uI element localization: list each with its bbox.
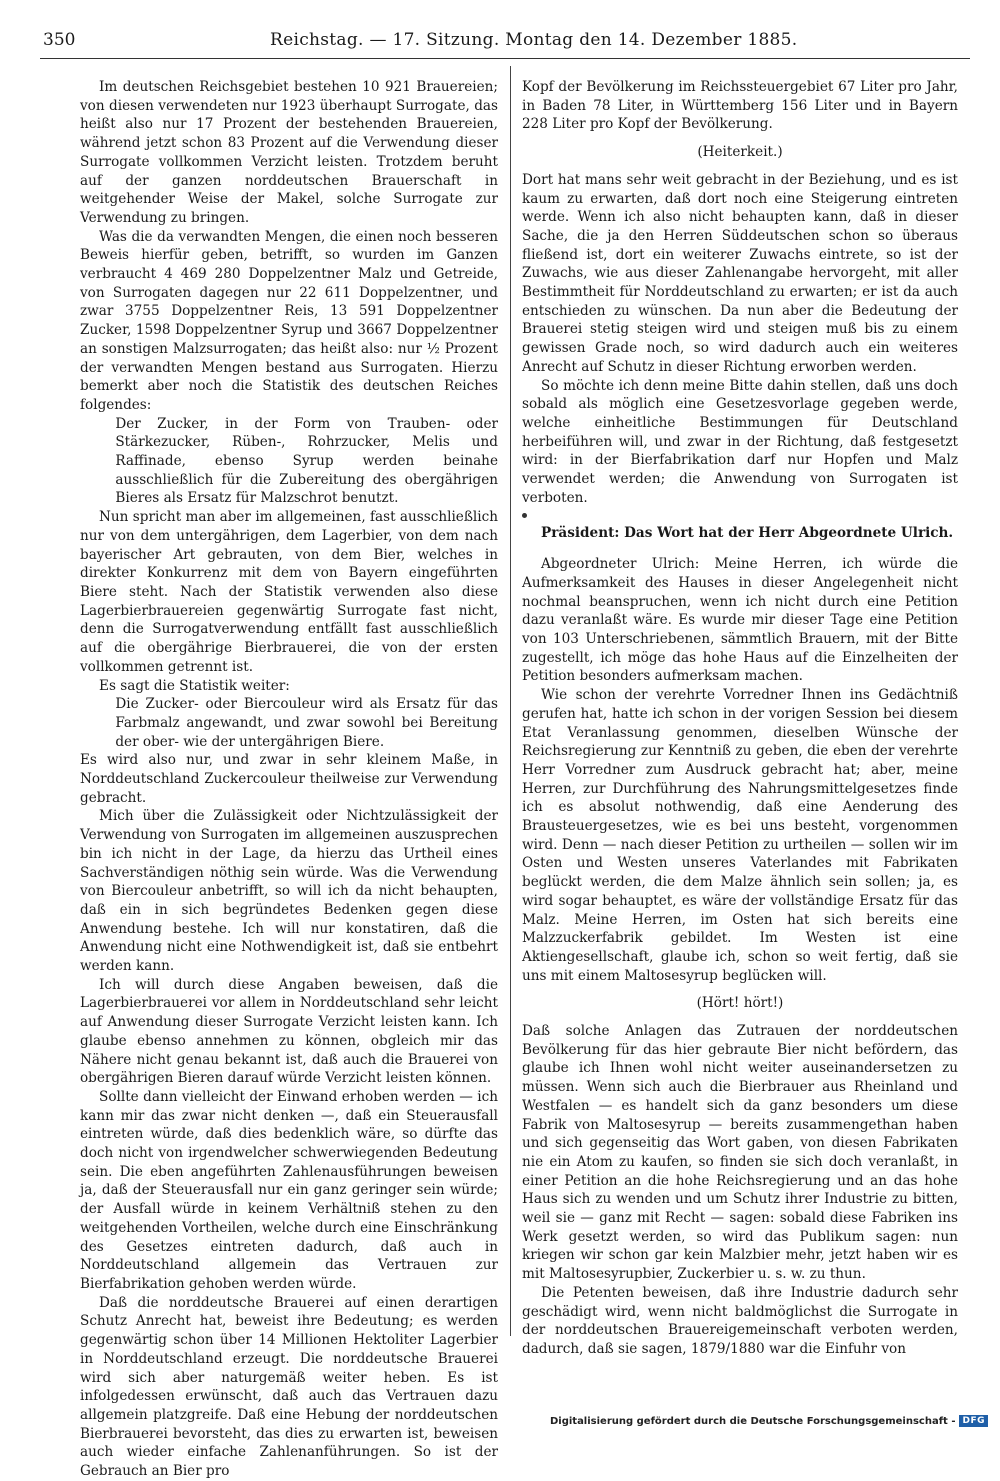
paragraph: Dort hat mans sehr weit gebracht in der Beziehung, und es ist kaum zu erwarten, daß dort noch eine Steigerung eintreten werde. Wenn ich also nicht behaupten kann, daß in dieser Sache, die ja den Herren Süddeutschen schon so überaus fließend ist, dort ein weiterer Zuwachs eintrete, so ist der Zuwachs, wie aus dieser Zahlenangabe hervorgeht, mit aller Bestimmtheit für Norddeutschland zu erwarten; er ist da auch entschieden zu wünschen. Da nun aber die Bedeutung der Brauerei stetig steigen wird und steigen muß bis zu einem gewissen Grade noch, so wird dadurch auch ein weiteres Anrecht auf Schutz in dieser Richtung erworben werden. xyxy=(522,171,958,375)
left-column xyxy=(80,78,498,1481)
paragraph: Ich will durch diese Angaben beweisen, daß die Lagerbierbrauerei vor allem in Norddeutschland sehr leicht auf Anwendung dieser Surrogate Verzicht leisten kann. Ich glaube ebenso annehmen zu können, obgleich mir das Nähere nicht genau bekannt ist, daß auch die Brauerei von obergährigen Bieren darauf würde Verzicht leisten können. xyxy=(80,976,498,1087)
paragraph: Mich über die Zulässigkeit oder Nichtzulässigkeit der Verwendung von Surrogaten im allgemeinen auszusprechen bin ich nicht in der Lage, da hierzu das Urtheil eines Sachverständigen nöthig sein würde. Was die Verwendung von Biercouleur anbetrifft, so will ich da nicht behaupten, daß ein in sich begründetes Bedenken gegen diese Anwendung bestehe. Ich will nur konstatiren, daß die Anwendung nicht eine Nothwendigkeit ist, daß sie entbehrt werden kann. xyxy=(80,808,498,975)
interjection: (Hört! hört!) xyxy=(696,995,784,1012)
quote-paragraph: Die Zucker- oder Biercouleur wird als Ersatz für das Farbmalz angewandt, und zwar sowohl bei Bereitung der ober- wie der untergährigen Biere. xyxy=(115,696,498,750)
header-rule xyxy=(40,58,970,59)
paragraph: Es sagt die Statistik weiter: xyxy=(99,677,290,694)
paragraph: Was die da verwandten Mengen, die einen noch besseren Beweis hierfür geben, betrifft, so wurden im Ganzen verbraucht 4 469 280 Doppelzentner Malz und Getreide, von Surrogaten dagegen nur 22 611 Doppelzentner, und zwar 3755 Doppelzentner Reis, 13 591 Doppelzentner Zucker, 1598 Doppelzentner Syrup und 3667 Doppelzentner an sonstigen Malzsurrogaten; das heißt also: nur ½ Prozent der verwandten Mengen bestand aus Surrogaten. Hierzu bemerkt aber noch die Statistik des deutschen Reiches folgendes: xyxy=(80,228,498,413)
paragraph: Wie schon der verehrte Vorredner Ihnen ins Gedächtniß gerufen hat, hatte ich schon in der vorigen Session bei diesem Etat Veranlassung genommen, dieselben Wünsche der Reichsregierung zur Kenntniß zu geben, die eben der verehrte Herr Vorredner zum Ausdruck gebracht hat; aber, meine Herren, zur Durchführung des Nahrungsmittelgesetzes finde ich es absolut nothwendig, daß eine Aenderung des Brausteuergesetzes, wie es bei uns besteht, vorgenommen wird. Denn — nach dieser Petition zu urtheilen — sollen wir im Osten und Westen unseres Vaterlandes mit Fabrikaten beglückt werden, die dem Malze ähnlich sein sollen; ja, es wird sogar behauptet, es wäre der vollständige Ersatz für das Malz. Meine Herren, im Osten hat sich bereits eine Malzzuckerfabrik gebildet. Im Westen ist eine Aktiengesellschaft, glaube ich, schon so weit fertig, daß sie uns mit einem Maltosesyrup beglücken will. xyxy=(522,687,958,984)
credit-text: Digitalisierung gefördert durch die Deutsche Forschungsgemeinschaft - xyxy=(549,1415,956,1427)
paragraph: So möchte ich denn meine Bitte dahin stellen, daß uns doch sobald als möglich eine Gesetzesvorlage gegeben werde, welche einheitliche Bestimmungen für Deutschland herbeiführen will, und zwar in der Richtung, daß festgesetzt wird: in der Bierfabrikation darf nur Hopfen und Malz verwendet werden; die Anwendung von Surrogaten ist verboten. xyxy=(522,377,958,506)
president-statement: Präsident: Das Wort hat der Herr Abgeordnete Ulrich. xyxy=(541,525,954,542)
paragraph: Nun spricht man aber im allgemeinen, fast ausschließlich nur von dem untergährigen, dem Lagerbier, von dem nach bayerischer Art gebrauten, von dem Bier, welches in direkter Konkurrenz mit dem von Bayern eingeführten Biere steht. Nach der Statistik verwenden also diese Lagerbierbrauereien gegenwärtig Surrogate fast nicht, denn die Surrogatverwendung entfällt fast ausschließlich auf die obergährige Bierbrauerei, die von der ersten vollkommen getrennt ist. xyxy=(80,509,498,675)
digitization-credit xyxy=(550,1414,988,1428)
paragraph: Sollte dann vielleicht der Einwand erhoben werden — ich kann mir das zwar nicht denken —, daß ein Steuerausfall eintreten würde, daß dies bedenklich wäre, so dürfte das doch nicht von irgendwelcher schwerwiegenden Bedeutung sein. Die eben angeführten Zahlenausführungen beweisen ja, daß der Steuerausfall nur ein ganz geringer sein würde; der Ausfall würde in keinem Verhältniß stehen zu den weitgehenden Vortheilen, welche durch eine Einschränkung des Gesetzes eintreten dadurch, daß auch in Norddeutschland allgemein das Vertrauen zur Bierfabrikation gehoben werden würde. xyxy=(80,1088,498,1292)
paragraph: Daß die norddeutsche Brauerei auf einen derartigen Schutz Anrecht hat, beweist ihre Bedeutung; es werden gegenwärtig schon über 14 Millionen Hektoliter Lagerbier in Norddeutschland erzeugt. Die norddeutsche Brauerei wird sich aber naturgemäß weiter heben. Es ist infolgedessen erwünscht, daß auch das Vertrauen dazu allgemein platzgreife. Daß eine Hebung der norddeutschen Bierbrauerei bevorsteht, das dies zu erwarten ist, beweisen auch wieder einfache Zahlenanführungen. So ist der Gebrauch an Bier pro xyxy=(80,1294,498,1480)
dfg-logo: DFG xyxy=(959,1415,988,1427)
paragraph: Die Petenten beweisen, daß ihre Industrie dadurch sehr geschädigt wird, wenn nicht baldmöglichst die Surrogate in der norddeutschen Brauereigemeinschaft verboten werden, dadurch, daß sie sagen, 1879/1880 war die Einfuhr von xyxy=(522,1284,958,1357)
paragraph: Abgeordneter Ulrich: Meine Herren, ich würde die Aufmerksamkeit des Hauses in dieser Angelegenheit nicht nochmal beanspruchen, wenn ich nicht durch eine Petition dazu veranlaßt wäre. Es wurde mir dieser Tage eine Petition von 103 Unterschriebenen, sämmtlich Brauern, mit der Bitte zugestellt, ich möge das hohe Haus auf die Einzelheiten der Petition besonders aufmerksam machen. xyxy=(522,556,958,685)
page-header xyxy=(40,30,970,58)
page-number: 350 xyxy=(43,30,76,50)
running-title: Reichstag. — 17. Sitzung. Montag den 14. Dezember 1885. xyxy=(270,30,798,50)
paragraph: Daß solche Anlagen das Zutrauen der norddeutschen Bevölkerung für das hier gebraute Bier nicht befördern, das glaube ich Ihnen wohl nicht weiter auseinandersetzen zu müssen. Wenn sich auch die Bierbrauer aus Rheinland und Westfalen — es handelt sich da ganz besonders um diese Fabrik von Maltosesyrup — bereits zusammengethan haben und sich gegenseitig das Wort gaben, von diesen Fabrikaten nie ein Atom zu kaufen, so finden sie sich doch veranlaßt, in einer Petition an die hohe Reichsregierung und an das hohe Haus sich zu wenden und um Schutz ihrer Industrie zu bitten, weil sie — ganz mit Recht — sagen: sobald diese Fabriken ins Werk gesetzt werden, so wird das Publikum sagen: nun kriegen wir schon gar kein Malzbier mehr, jetzt haben wir es mit Maltosesyrupbier, Zuckerbier u. s. w. zu thun. xyxy=(522,1023,958,1283)
paragraph: Es wird also nur, und zwar in sehr kleinem Maße, in Norddeutschland Zuckercouleur theilweise zur Verwendung gebracht. xyxy=(80,752,498,806)
quote-paragraph: Der Zucker, in der Form von Trauben- oder Stärkezucker, Rüben-, Rohrzucker, Melis und Raffinade, ebenso Syrup werden beinahe ausschließlich für die Zubereitung des obergährigen Bieres als Ersatz für Malzschrot benutzt. xyxy=(115,415,498,507)
paragraph: Im deutschen Reichsgebiet bestehen 10 921 Brauereien; von diesen verwendeten nur 1923 überhaupt Surrogate, das heißt also nur 17 Prozent der bestehenden Brauereien, während jetzt schon 83 Prozent auf die Verwendung dieser Surrogate vollkommen Verzicht leisten. Trotzdem beruht auf der ganzen norddeutschen Brauerschaft in weitgehender Weise der Makel, solche Surrogate zur Verwendung zu bringen. xyxy=(80,79,498,226)
right-column xyxy=(522,78,958,1359)
column-divider xyxy=(510,66,511,1336)
paragraph: Kopf der Bevölkerung im Reichssteuergebiet 67 Liter pro Jahr, in Baden 78 Liter, in Württemberg 156 Liter und in Bayern 228 Liter pro Kopf der Bevölkerung. xyxy=(522,79,958,133)
interjection: (Heiterkeit.) xyxy=(697,144,783,161)
